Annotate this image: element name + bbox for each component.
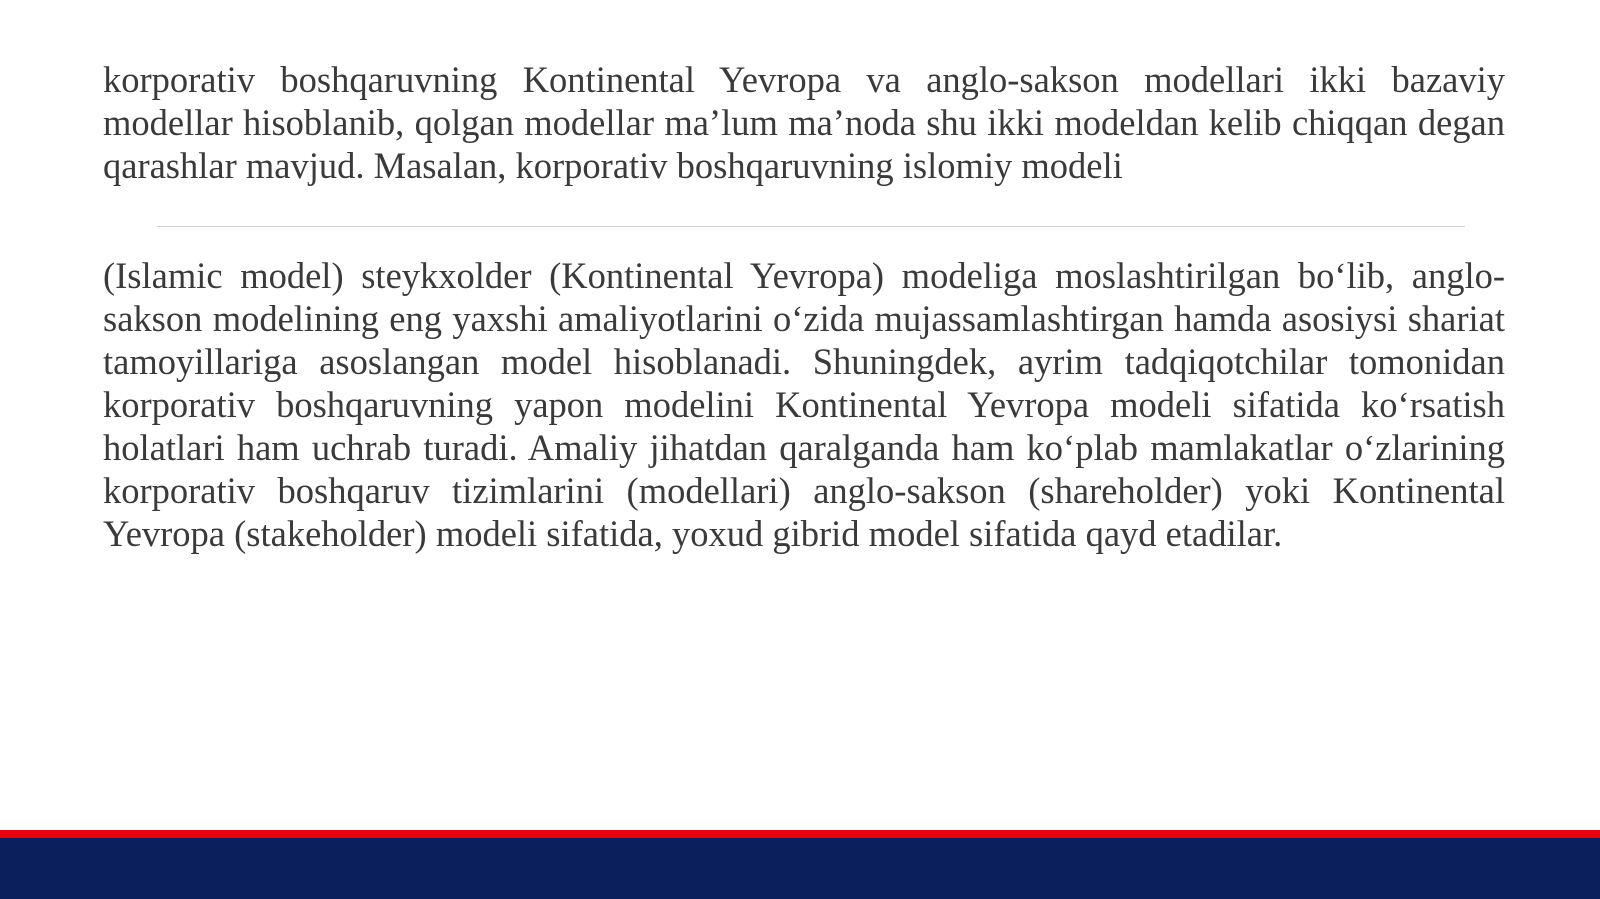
section-divider	[157, 226, 1465, 227]
body-paragraph-1: korporativ boshqaruvning Kontinental Yevropa va anglo-sakson modellari ikki bazaviy modellar hisoblanib, qolgan modellar ma’lum ma’noda shu ikki modeldan kelib chiqqan degan qarashlar mavjud. Masalan, korporativ boshqaruvning islomiy modeli	[103, 59, 1505, 186]
footer-accent-stripe	[0, 830, 1600, 838]
body-paragraph-2: (Islamic model) steykxolder (Kontinental Yevropa) modeliga moslashtirilgan bo‘lib, anglo-sakson modelining eng yaxshi amaliyotlarini o‘zida mujassamlashtirgan hamda asosiysi shariat tamoyillariga asoslangan model hisoblanadi. Shuningdek, ayrim tadqiqotchilar tomonidan korporativ boshqaruvning yapon modelini Kontinental Yevropa modeli sifatida ko‘rsatish holatlari ham uchrab turadi. Amaliy jihatdan qaralganda ham ko‘plab mamlakatlar o‘zlarining korporativ boshqaruv tizimlarini (modellari) anglo-sakson (shareholder) yoki Kontinental Yevropa (stakeholder) modeli sifatida, yoxud gibrid model sifatida qayd etadilar.	[103, 255, 1505, 554]
footer-band	[0, 838, 1600, 899]
